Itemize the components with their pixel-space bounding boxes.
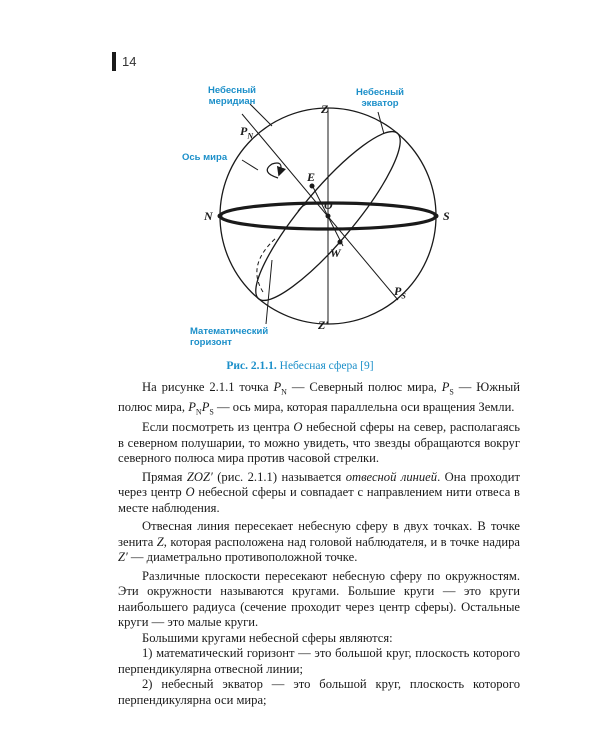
point-O bbox=[326, 214, 331, 219]
label-axis: Ось мира bbox=[182, 152, 228, 163]
axis-pointer bbox=[242, 160, 258, 170]
page-marker bbox=[112, 52, 116, 71]
label-meridian: Небесный меридиан bbox=[208, 85, 257, 107]
body-text bbox=[118, 380, 520, 708]
paragraph: 2) небесный экватор — это большой круг, плоскость которого перпендикулярна оси мира; bbox=[118, 677, 520, 707]
label-Zprime: Z′ bbox=[318, 318, 329, 332]
meridian-pointer bbox=[250, 104, 272, 126]
page-number: 14 bbox=[122, 54, 137, 69]
paragraph: 1) математический горизонт — это большой круг, плоскость которого перпендикулярна отвесной линии; bbox=[118, 646, 520, 676]
label-PS: $P_S$ bbox=[394, 284, 406, 301]
paragraph: Большими кругами небесной сферы являются: bbox=[142, 630, 393, 645]
paragraph: На рисунке 2.1.1 точка $P_N$ — Северный полюс мира, $P_S$ — Южный полюс мира, $P_NP_S$ — ось мира, которая параллельна оси вращения Земли. bbox=[118, 380, 520, 417]
paragraph: Отвесная линия пересекает небесную сферу в двух точках. В точке зенита Z, которая расположена над головой наблюдателя, и в точке надира Z′ — диаметрально противоположной точке. bbox=[118, 519, 520, 565]
celestial-sphere-diagram bbox=[180, 78, 480, 358]
point-S bbox=[434, 214, 439, 219]
label-Z: Z bbox=[321, 102, 329, 116]
label-N: N bbox=[204, 209, 213, 223]
celestial-sphere-figure bbox=[180, 78, 480, 358]
point-W bbox=[338, 240, 343, 245]
label-PN: $P_N$ bbox=[240, 124, 254, 141]
label-S: S bbox=[443, 209, 450, 223]
paragraph: Прямая ZOZ′ (рис. 2.1.1) называется отвесной линией. Она проходит через центр O небесной сферы и совпадает с направлением нити отвеса в месте наблюдения. bbox=[118, 469, 520, 515]
label-W: W bbox=[330, 246, 341, 260]
label-equator: Небесный экватор bbox=[356, 87, 405, 109]
figure-caption: Рис. 2.1.1. Небесная сфера [9] bbox=[226, 360, 374, 372]
label-O: O bbox=[324, 198, 333, 212]
equator-dashed bbox=[257, 238, 276, 292]
paragraph: Если посмотреть из центра O небесной сферы на север, располагаясь в северном полушарии, то можно увидеть, что звезды обращаются вокруг северного полюса мира против часовой стрелки. bbox=[118, 420, 520, 466]
point-N bbox=[218, 214, 223, 219]
label-horizon: Математический горизонт bbox=[190, 326, 269, 348]
paragraph: Различные плоскости пересекают небесную сферу по окружностям. Эти окружности называются кругами. Большие круги — это круги наибольшего радиуса (сечение проходит через центр сферы). Остальные круги — это малые круги. bbox=[118, 568, 520, 630]
label-E: E bbox=[307, 170, 316, 184]
horizon-pointer bbox=[266, 260, 272, 324]
rotation-arrow bbox=[267, 163, 281, 178]
